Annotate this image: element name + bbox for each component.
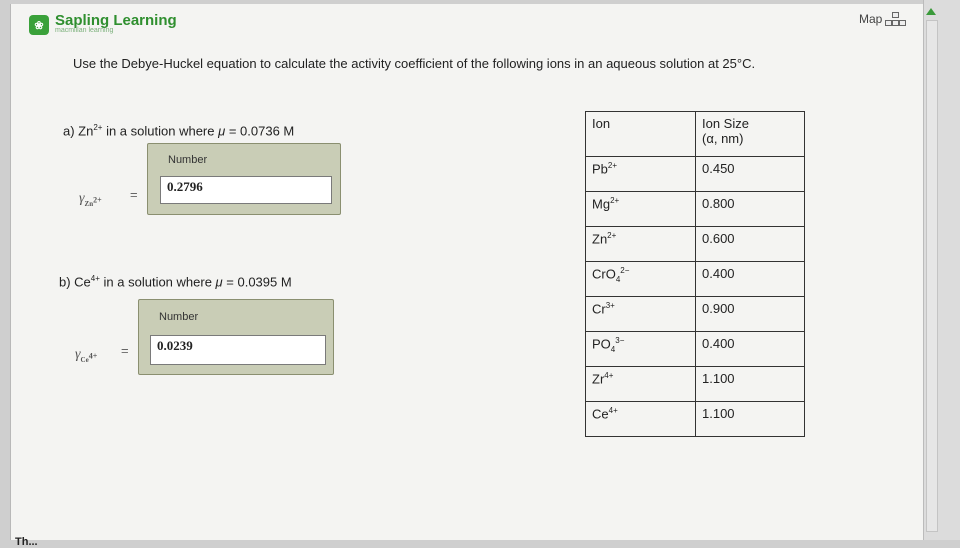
brand-subtitle: macmillan learning <box>55 27 114 34</box>
ion-size-cell: 0.600 <box>696 227 805 262</box>
part-b-prompt: b) $Ce^{4+}$ in a solution where μ = 0.0395 M <box>59 274 292 290</box>
part-a-number-label: Number <box>168 154 208 166</box>
header-ion: Ion <box>586 112 696 157</box>
part-a-prompt: a) $Zn^{2+}$ in a solution where μ = 0.0736 M <box>63 123 295 139</box>
ion-size-cell: 1.100 <box>696 402 805 437</box>
part-a-answer-panel <box>147 143 341 215</box>
header-ion-size: Ion Size (α, nm) <box>696 112 805 157</box>
cut-off-text: Th... <box>15 536 38 548</box>
ion-cell: $Cr^{3+}$ <box>586 297 696 332</box>
table-row <box>586 367 805 402</box>
part-b-gamma-symbol: $\gamma_{Ce^{4+}}$ <box>75 347 98 364</box>
part-b-equals: = <box>121 343 129 358</box>
table-row <box>586 402 805 437</box>
table-row <box>586 157 805 192</box>
sapling-logo <box>29 12 177 35</box>
right-sidebar <box>923 0 960 540</box>
part-b-number-label: Number <box>159 311 199 323</box>
ion-size-table <box>585 111 805 437</box>
ion-size-cell: 1.100 <box>696 367 805 402</box>
table-row <box>586 297 805 332</box>
ion-cell: $PO_4^{3-}$ <box>586 332 696 367</box>
ion-cell: $Ce^{4+}$ <box>586 402 696 437</box>
map-label: Map <box>859 12 883 26</box>
ion-cell: $Zn^{2+}$ <box>586 227 696 262</box>
part-b-answer-input[interactable]: 0.0239 <box>150 335 326 365</box>
ion-size-cell: 0.400 <box>696 262 805 297</box>
ion-cell: $Zr^{4+}$ <box>586 367 696 402</box>
ion-cell: $Pb^{2+}$ <box>586 157 696 192</box>
question-instructions: Use the Debye-Huckel equation to calculate the activity coefficient of the following ions in an aqueous solution at 25°C. <box>73 56 756 71</box>
ion-size-cell: 0.800 <box>696 192 805 227</box>
table-row <box>586 332 805 367</box>
brand-name: Sapling Learning <box>55 12 177 29</box>
scroll-up-icon[interactable] <box>926 8 936 15</box>
part-a-gamma-symbol: $\gamma_{Zn^{2+}}$ <box>79 191 102 208</box>
table-row <box>586 192 805 227</box>
table-row <box>586 262 805 297</box>
scrollbar-track[interactable] <box>926 20 938 532</box>
ion-cell: CrO$_4^{2-}$ <box>586 262 696 297</box>
sitemap-icon <box>885 12 905 26</box>
ion-cell: $Mg^{2+}$ <box>586 192 696 227</box>
part-b-answer-panel <box>138 299 334 375</box>
table-row <box>586 227 805 262</box>
part-a-equals: = <box>130 187 138 202</box>
part-a-answer-input[interactable]: 0.2796 <box>160 176 332 204</box>
table-header-row <box>586 112 805 157</box>
ion-size-cell: 0.450 <box>696 157 805 192</box>
ion-size-cell: 0.400 <box>696 332 805 367</box>
ion-size-cell: 0.900 <box>696 297 805 332</box>
sapling-leaf-icon: ❀ <box>29 15 49 35</box>
content-page <box>10 4 924 548</box>
map-button[interactable] <box>859 12 905 26</box>
